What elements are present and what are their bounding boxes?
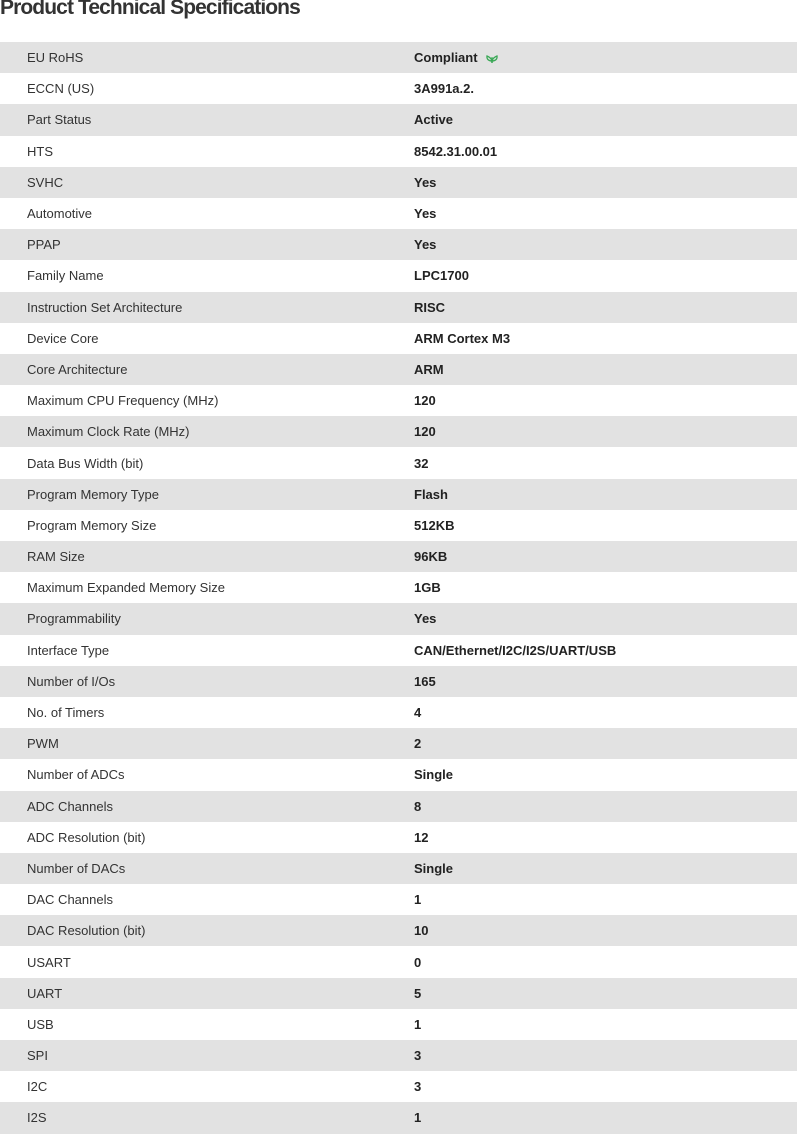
spec-label: Program Memory Type: [27, 486, 159, 502]
spec-row: [0, 479, 797, 510]
spec-label: EU RoHS: [27, 50, 84, 66]
spec-label: ECCN (US): [27, 81, 95, 97]
spec-value: Compliant: [414, 50, 478, 66]
spec-value-cell: [414, 331, 797, 346]
spec-value: 3: [414, 1048, 422, 1064]
spec-value-cell: [414, 674, 797, 689]
spec-label: Number of ADCs: [27, 767, 125, 783]
spec-row: [0, 229, 797, 260]
spec-label: Maximum Clock Rate (MHz): [27, 424, 190, 440]
spec-row: [0, 759, 797, 790]
spec-row: [0, 73, 797, 104]
spec-label: RAM Size: [27, 549, 85, 565]
spec-label: ADC Channels: [27, 798, 113, 814]
spec-row: [0, 292, 797, 323]
spec-value-cell: [414, 1079, 797, 1094]
spec-label: I2C: [27, 1079, 48, 1095]
spec-row: [0, 572, 797, 603]
spec-label: USART: [27, 954, 71, 970]
spec-row: [0, 884, 797, 915]
spec-label: DAC Channels: [27, 892, 113, 908]
spec-row: [0, 635, 797, 666]
spec-value-cell: [414, 393, 797, 408]
spec-row: [0, 1071, 797, 1102]
spec-value: Yes: [414, 237, 437, 253]
spec-value-cell: [414, 955, 797, 970]
spec-value-cell: [414, 705, 797, 720]
spec-row: [0, 978, 797, 1009]
spec-value-cell: [414, 892, 797, 907]
spec-label: SVHC: [27, 174, 64, 190]
spec-row: [0, 603, 797, 634]
spec-value: Yes: [414, 206, 437, 222]
spec-value: 1: [414, 892, 422, 908]
spec-value: CAN/Ethernet/I2C/I2S/UART/USB: [414, 642, 617, 658]
spec-value-cell: [414, 830, 797, 845]
spec-row: [0, 822, 797, 853]
spec-value: 5: [414, 985, 422, 1001]
spec-row: [0, 853, 797, 884]
spec-row: [0, 915, 797, 946]
spec-value: 1GB: [414, 580, 441, 596]
spec-value: 120: [414, 393, 436, 409]
spec-value: 120: [414, 424, 436, 440]
spec-row: [0, 167, 797, 198]
spec-value: Single: [414, 767, 454, 783]
spec-row: [0, 323, 797, 354]
spec-label: Part Status: [27, 112, 92, 128]
spec-row: [0, 728, 797, 759]
spec-label: Automotive: [27, 206, 93, 222]
spec-value-cell: [414, 206, 797, 221]
spec-value-cell: [414, 487, 797, 502]
spec-value-cell: [414, 268, 797, 283]
spec-label: Programmability: [27, 611, 121, 627]
spec-label: HTS: [27, 143, 53, 159]
spec-value: 96KB: [414, 549, 448, 565]
spec-row: [0, 946, 797, 977]
spec-row: [0, 791, 797, 822]
spec-value: 3A991a.2.: [414, 81, 474, 97]
spec-label: DAC Resolution (bit): [27, 923, 146, 939]
spec-row: [0, 198, 797, 229]
spec-row: [0, 1040, 797, 1071]
spec-value: 10: [414, 923, 429, 939]
page-title: Product Technical Specifications: [0, 0, 300, 19]
spec-value-cell: [414, 861, 797, 876]
spec-value-cell: [414, 549, 797, 564]
spec-label: PPAP: [27, 237, 61, 253]
spec-row: [0, 697, 797, 728]
spec-value-cell: [414, 643, 797, 658]
spec-value: Flash: [414, 486, 448, 502]
spec-label: Number of DACs: [27, 860, 126, 876]
spec-value-cell: [414, 237, 797, 252]
spec-label: PWM: [27, 736, 59, 752]
leaf-icon: [485, 52, 499, 64]
spec-value-cell: [414, 1110, 797, 1125]
spec-value-cell: [414, 986, 797, 1001]
spec-row: [0, 541, 797, 572]
spec-row: [0, 42, 797, 73]
spec-value: Yes: [414, 611, 437, 627]
spec-value-cell: [414, 50, 797, 65]
spec-label: Instruction Set Architecture: [27, 299, 183, 315]
spec-value: Yes: [414, 174, 437, 190]
spec-value: ARM Cortex M3: [414, 330, 511, 346]
spec-label: Core Architecture: [27, 361, 128, 377]
spec-value-cell: [414, 923, 797, 938]
spec-value: 32: [414, 455, 429, 471]
spec-row: [0, 447, 797, 478]
spec-value: LPC1700: [414, 268, 469, 284]
spec-value: 4: [414, 705, 422, 721]
spec-value-cell: [414, 1017, 797, 1032]
spec-value: 8542.31.00.01: [414, 143, 498, 159]
spec-label: Number of I/Os: [27, 673, 116, 689]
spec-value-cell: [414, 456, 797, 471]
spec-value-cell: [414, 362, 797, 377]
spec-value: RISC: [414, 299, 446, 315]
spec-label: USB: [27, 1016, 54, 1032]
spec-value-cell: [414, 175, 797, 190]
spec-row: [0, 1009, 797, 1040]
spec-value: 1: [414, 1110, 422, 1126]
spec-label: No. of Timers: [27, 705, 105, 721]
spec-value-cell: [414, 799, 797, 814]
spec-row: [0, 666, 797, 697]
spec-row: [0, 385, 797, 416]
spec-value: 8: [414, 798, 422, 814]
spec-value-cell: [414, 580, 797, 595]
spec-value-cell: [414, 736, 797, 751]
spec-label: Program Memory Size: [27, 517, 157, 533]
spec-value-cell: [414, 1048, 797, 1063]
spec-value-cell: [414, 300, 797, 315]
spec-row: [0, 354, 797, 385]
spec-label: Device Core: [27, 330, 99, 346]
spec-label: Interface Type: [27, 642, 110, 658]
spec-value: Active: [414, 112, 454, 128]
spec-row: [0, 1102, 797, 1133]
spec-row: [0, 260, 797, 291]
spec-label: I2S: [27, 1110, 47, 1126]
spec-value: 165: [414, 673, 436, 689]
spec-label: Maximum CPU Frequency (MHz): [27, 393, 219, 409]
spec-value-cell: [414, 424, 797, 439]
spec-value-cell: [414, 81, 797, 96]
spec-value: 3: [414, 1079, 422, 1095]
spec-row: [0, 104, 797, 135]
spec-label: UART: [27, 985, 63, 1001]
spec-table: [0, 42, 797, 1134]
spec-label: Maximum Expanded Memory Size: [27, 580, 225, 596]
spec-value-cell: [414, 112, 797, 127]
spec-row: [0, 416, 797, 447]
spec-value: ARM: [414, 361, 444, 377]
spec-value: Single: [414, 860, 454, 876]
spec-value-cell: [414, 611, 797, 626]
spec-value: 0: [414, 954, 422, 970]
spec-value: 12: [414, 829, 429, 845]
spec-value: 2: [414, 736, 422, 752]
spec-label: Family Name: [27, 268, 104, 284]
spec-value-cell: [414, 767, 797, 782]
spec-row: [0, 136, 797, 167]
spec-value: 512KB: [414, 517, 455, 533]
spec-row: [0, 510, 797, 541]
spec-label: SPI: [27, 1048, 48, 1064]
spec-value: 1: [414, 1016, 422, 1032]
spec-value-cell: [414, 144, 797, 159]
spec-label: ADC Resolution (bit): [27, 829, 146, 845]
spec-value-cell: [414, 518, 797, 533]
spec-label: Data Bus Width (bit): [27, 455, 144, 471]
